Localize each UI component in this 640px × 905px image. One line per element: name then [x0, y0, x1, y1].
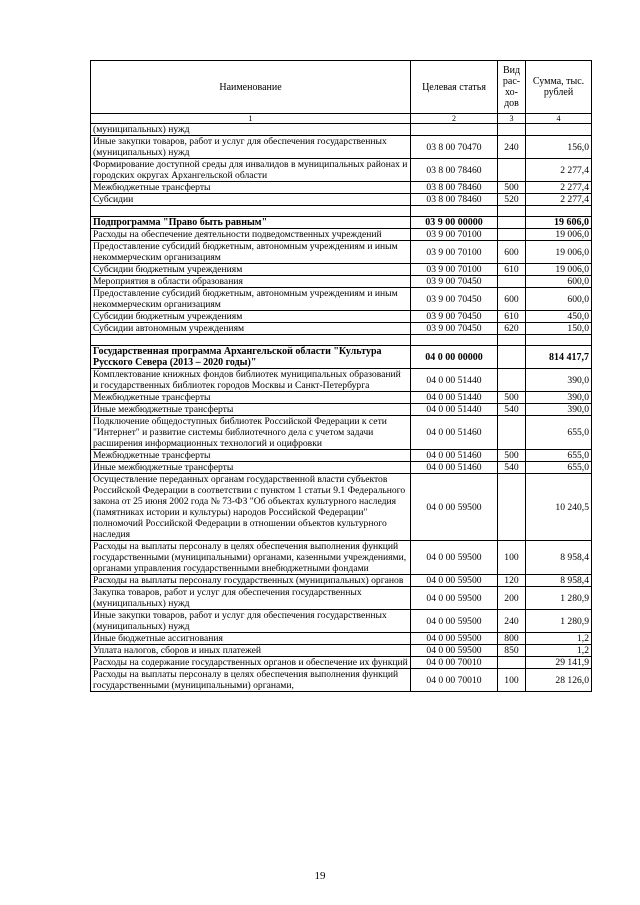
cell-article: 04 0 00 51460	[411, 450, 498, 462]
cell-sum: 2 277,4	[526, 182, 592, 194]
table-row	[91, 369, 592, 392]
table-row	[91, 241, 592, 264]
cell-expense-type: 800	[498, 633, 526, 645]
cell-article: 03 8 00 78460	[411, 182, 498, 194]
cell-article: 03 9 00 70450	[411, 276, 498, 288]
column-number: 2	[411, 114, 498, 124]
cell-name: Формирование доступной среды для инвалидов в муниципальных районах и городских округах Архангельской области	[91, 159, 411, 182]
cell-sum: 156,0	[526, 136, 592, 159]
cell-sum: 19 006,0	[526, 229, 592, 241]
table-row	[91, 587, 592, 610]
cell-name: Подпрограмма "Право быть равным"	[91, 217, 411, 229]
budget-table	[90, 60, 592, 692]
table-row	[91, 669, 592, 692]
cell-sum: 8 958,4	[526, 575, 592, 587]
cell-sum: 19 006,0	[526, 241, 592, 264]
cell-expense-type: 240	[498, 136, 526, 159]
table-row	[91, 450, 592, 462]
empty-cell	[526, 206, 592, 217]
cell-sum: 655,0	[526, 450, 592, 462]
table-row	[91, 633, 592, 645]
cell-article: 04 0 00 51440	[411, 369, 498, 392]
cell-sum: 1,2	[526, 645, 592, 657]
cell-sum: 1 280,9	[526, 610, 592, 633]
table-row	[91, 229, 592, 241]
cell-article: 04 0 00 51460	[411, 462, 498, 474]
cell-name: Расходы на обеспечение деятельности подведомственных учреждений	[91, 229, 411, 241]
cell-expense-type	[498, 474, 526, 541]
cell-expense-type: 620	[498, 323, 526, 335]
table-row	[91, 136, 592, 159]
cell-name: Предоставление субсидий бюджетным, автономным учреждениям и иным некоммерческим организациям	[91, 241, 411, 264]
cell-expense-type: 600	[498, 241, 526, 264]
table-row	[91, 541, 592, 575]
cell-name: Субсидии автономным учреждениям	[91, 323, 411, 335]
header-sum: Сумма, тыс. рублей	[526, 61, 592, 114]
table-row	[91, 276, 592, 288]
cell-sum: 28 126,0	[526, 669, 592, 692]
cell-name: Субсидии	[91, 194, 411, 206]
cell-sum: 390,0	[526, 392, 592, 404]
cell-sum: 2 277,4	[526, 194, 592, 206]
cell-name: Комплектование книжных фондов библиотек муниципальных образований и государственных библиотек городов Москвы и Санкт-Петербурга	[91, 369, 411, 392]
cell-name: Иные закупки товаров, работ и услуг для обеспечения государственных (муниципальных) нужд	[91, 136, 411, 159]
cell-article: 04 0 00 59500	[411, 610, 498, 633]
cell-name: Иные закупки товаров, работ и услуг для обеспечения государственных (муниципальных) нужд	[91, 610, 411, 633]
column-number: 1	[91, 114, 411, 124]
cell-expense-type: 240	[498, 610, 526, 633]
cell-article: 03 9 00 70100	[411, 241, 498, 264]
table-row	[91, 159, 592, 182]
cell-sum: 450,0	[526, 311, 592, 323]
cell-name: Осуществление переданных органам государственной власти субъектов Российской Федерации в соответствии с пунктом 1 статьи 9.1 Федерального закона от 25 июня 2002 года № 73-ФЗ "Об объектах культурного наследия (памятниках истории и культуры) народов Российской Федерации" полномочий Российской Федерации в отношении объектов культурного наследия	[91, 474, 411, 541]
cell-expense-type	[498, 276, 526, 288]
cell-sum: 2 277,4	[526, 159, 592, 182]
cell-sum: 150,0	[526, 323, 592, 335]
table-row	[91, 657, 592, 669]
cell-article: 04 0 00 51460	[411, 416, 498, 450]
cell-article: 04 0 00 70010	[411, 657, 498, 669]
cell-expense-type: 850	[498, 645, 526, 657]
cell-article: 03 9 00 00000	[411, 217, 498, 229]
cell-sum: 600,0	[526, 276, 592, 288]
cell-expense-type	[498, 369, 526, 392]
cell-name: Иные межбюджетные трансферты	[91, 462, 411, 474]
cell-article: 03 9 00 70100	[411, 229, 498, 241]
cell-article: 03 9 00 70450	[411, 311, 498, 323]
cell-sum: 655,0	[526, 416, 592, 450]
cell-name: Субсидии бюджетным учреждениям	[91, 311, 411, 323]
cell-name: Иные бюджетные ассигнования	[91, 633, 411, 645]
cell-expense-type: 500	[498, 450, 526, 462]
cell-sum: 29 141,9	[526, 657, 592, 669]
table-row	[91, 575, 592, 587]
cell-article: 04 0 00 59500	[411, 633, 498, 645]
cell-article: 04 0 00 59500	[411, 575, 498, 587]
cell-expense-type: 520	[498, 194, 526, 206]
cell-sum: 814 417,7	[526, 346, 592, 369]
cell-name: (муниципальных) нужд	[91, 124, 411, 136]
header-row	[91, 61, 592, 114]
cell-name: Предоставление субсидий бюджетным, автономным учреждениям и иным некоммерческим организациям	[91, 288, 411, 311]
cell-article: 03 9 00 70450	[411, 323, 498, 335]
cell-expense-type: 600	[498, 288, 526, 311]
cell-expense-type	[498, 217, 526, 229]
empty-cell	[91, 335, 411, 346]
cell-sum: 390,0	[526, 404, 592, 416]
cell-name: Мероприятия в области образования	[91, 276, 411, 288]
program-row	[91, 346, 592, 369]
cell-name: Межбюджетные трансферты	[91, 450, 411, 462]
cell-expense-type: 120	[498, 575, 526, 587]
cell-article: 04 0 00 00000	[411, 346, 498, 369]
cell-sum: 600,0	[526, 288, 592, 311]
empty-cell	[411, 335, 498, 346]
cell-expense-type: 100	[498, 541, 526, 575]
table-row	[91, 645, 592, 657]
cell-expense-type	[498, 657, 526, 669]
empty-cell	[498, 206, 526, 217]
cell-sum: 8 958,4	[526, 541, 592, 575]
cell-expense-type: 610	[498, 264, 526, 276]
table-row	[91, 182, 592, 194]
cell-sum: 390,0	[526, 369, 592, 392]
header-article: Целевая статья	[411, 61, 498, 114]
cell-name: Межбюджетные трансферты	[91, 182, 411, 194]
table-body	[91, 124, 592, 692]
empty-cell	[526, 335, 592, 346]
cell-sum: 655,0	[526, 462, 592, 474]
cell-sum: 1,2	[526, 633, 592, 645]
cell-article: 04 0 00 59500	[411, 587, 498, 610]
header-name: Наименование	[91, 61, 411, 114]
cell-article: 03 9 00 70450	[411, 288, 498, 311]
table-row	[91, 288, 592, 311]
cell-article: 04 0 00 70010	[411, 669, 498, 692]
cell-name: Закупка товаров, работ и услуг для обеспечения государственных (муниципальных) нужд	[91, 587, 411, 610]
table-row	[91, 392, 592, 404]
table-row	[91, 311, 592, 323]
table-row	[91, 610, 592, 633]
cell-expense-type: 200	[498, 587, 526, 610]
cell-article: 03 8 00 78460	[411, 159, 498, 182]
cell-expense-type: 540	[498, 404, 526, 416]
cell-expense-type	[498, 124, 526, 136]
cell-article: 04 0 00 59500	[411, 474, 498, 541]
cell-sum: 19 006,0	[526, 264, 592, 276]
cell-article: 04 0 00 59500	[411, 541, 498, 575]
cell-article: 04 0 00 59500	[411, 645, 498, 657]
cell-sum: 1 280,9	[526, 587, 592, 610]
cell-article: 04 0 00 51440	[411, 392, 498, 404]
cell-article	[411, 124, 498, 136]
cell-name: Расходы на выплаты персоналу в целях обеспечения выполнения функций государственными (муниципальными) органами,	[91, 669, 411, 692]
cell-name: Подключение общедоступных библиотек Российской Федерации к сети "Интернет" и развитие системы библиотечного дела с учетом задачи расширения информационных технологий и оцифровки	[91, 416, 411, 450]
page-number: 19	[314, 870, 326, 882]
cell-expense-type	[498, 416, 526, 450]
empty-cell	[411, 206, 498, 217]
cell-expense-type	[498, 346, 526, 369]
cell-expense-type: 540	[498, 462, 526, 474]
cell-article: 03 8 00 70470	[411, 136, 498, 159]
header-expense-type: Вид рас- хо- дов	[498, 61, 526, 114]
empty-cell	[498, 335, 526, 346]
column-number: 3	[498, 114, 526, 124]
cell-sum	[526, 124, 592, 136]
table-row	[91, 462, 592, 474]
column-number: 4	[526, 114, 592, 124]
table-row	[91, 416, 592, 450]
cell-sum: 10 240,5	[526, 474, 592, 541]
spacer-row	[91, 335, 592, 346]
table-row	[91, 404, 592, 416]
cell-name: Расходы на выплаты персоналу в целях обеспечения выполнения функций государственными (муниципальными) органами, казенными учреждениями, органами управления государственными внебюджетными фондами	[91, 541, 411, 575]
cell-article: 03 9 00 70100	[411, 264, 498, 276]
cell-sum: 19 606,0	[526, 217, 592, 229]
cell-name: Межбюджетные трансферты	[91, 392, 411, 404]
table-row	[91, 474, 592, 541]
cell-expense-type: 610	[498, 311, 526, 323]
cell-name: Государственная программа Архангельской области "Культура Русского Севера (2013 – 2020 годы)"	[91, 346, 411, 369]
table-row	[91, 194, 592, 206]
cell-article: 04 0 00 51440	[411, 404, 498, 416]
program-row	[91, 217, 592, 229]
cell-name: Расходы на выплаты персоналу государственных (муниципальных) органов	[91, 575, 411, 587]
table-row	[91, 264, 592, 276]
cell-expense-type: 100	[498, 669, 526, 692]
empty-cell	[91, 206, 411, 217]
cell-expense-type	[498, 229, 526, 241]
cell-expense-type: 500	[498, 392, 526, 404]
spacer-row	[91, 206, 592, 217]
cell-name: Уплата налогов, сборов и иных платежей	[91, 645, 411, 657]
cell-article: 03 8 00 78460	[411, 194, 498, 206]
column-number-row	[91, 114, 592, 124]
cell-name: Иные межбюджетные трансферты	[91, 404, 411, 416]
cell-expense-type	[498, 159, 526, 182]
cell-expense-type: 500	[498, 182, 526, 194]
table-row	[91, 323, 592, 335]
cell-name: Субсидии бюджетным учреждениям	[91, 264, 411, 276]
table-row	[91, 124, 592, 136]
cell-name: Расходы на содержание государственных органов и обеспечение их функций	[91, 657, 411, 669]
